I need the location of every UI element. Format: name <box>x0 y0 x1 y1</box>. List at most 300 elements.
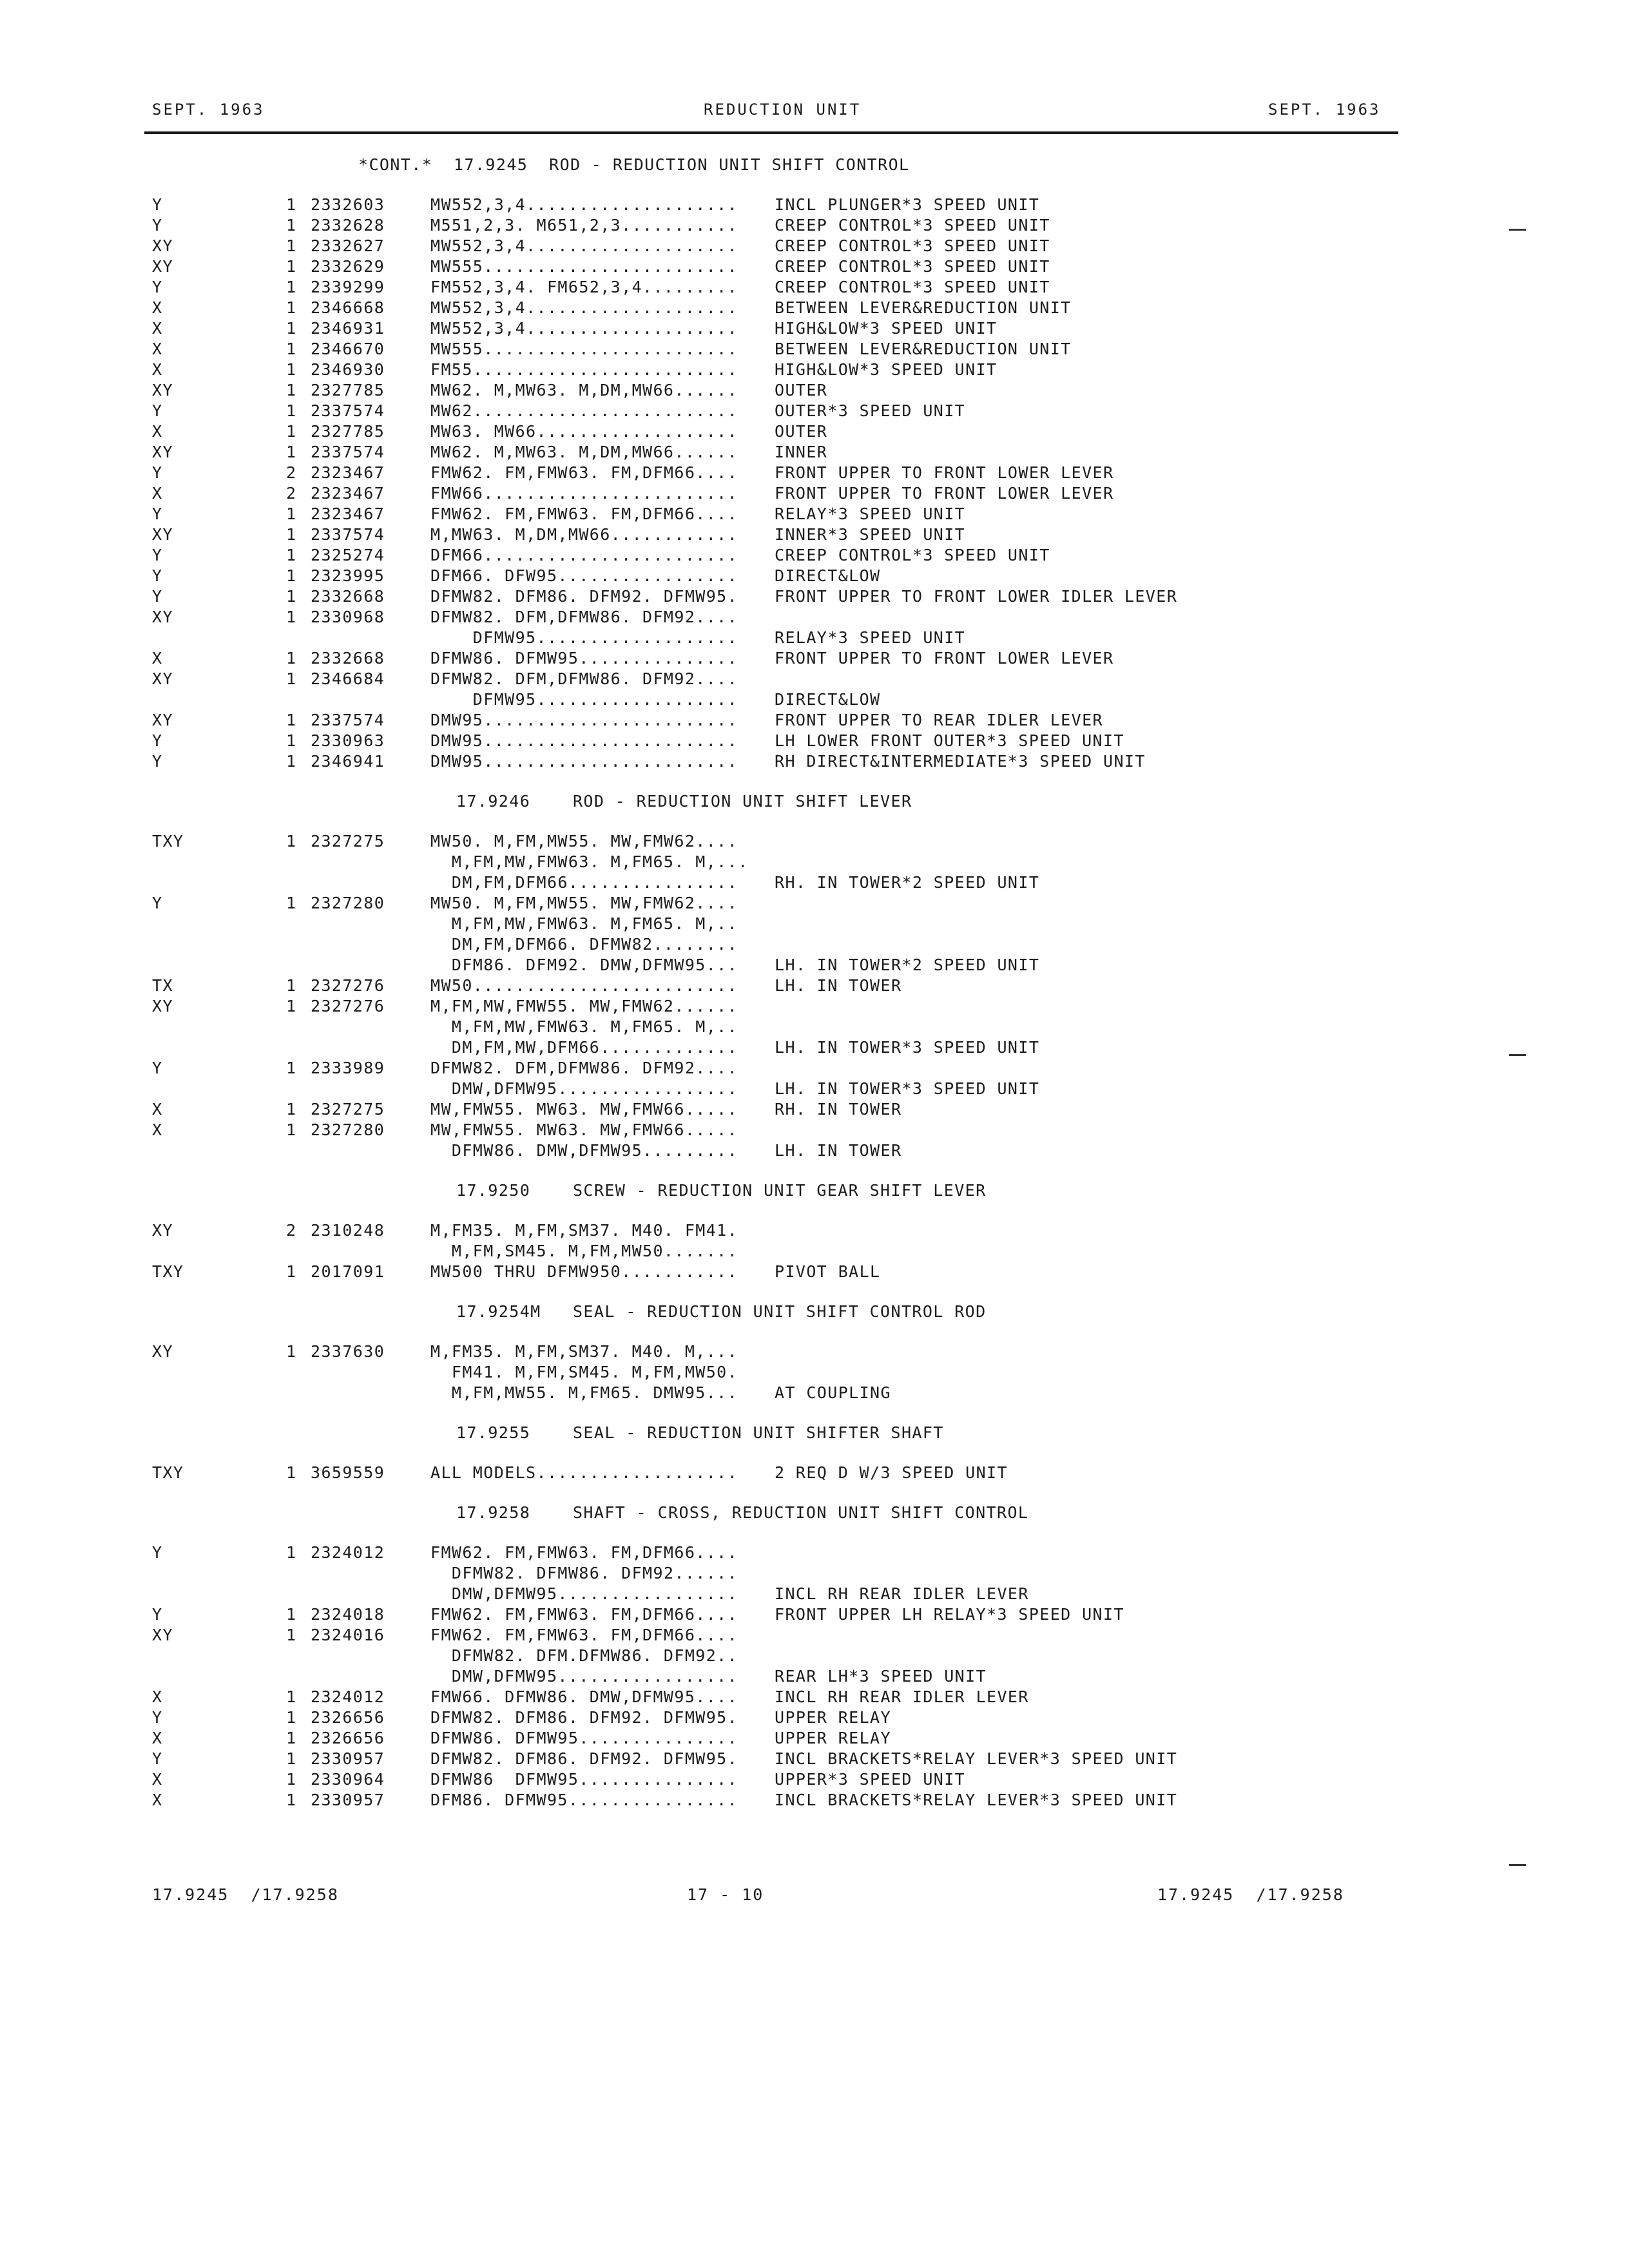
section-spacer <box>0 175 1629 195</box>
part-number: 2337574 <box>311 711 385 729</box>
model-code: Y <box>152 505 163 523</box>
part-description: DIRECT&LOW <box>775 566 881 585</box>
application-models: MW62. M,MW63. M,DM,MW66...... <box>430 381 738 399</box>
model-code: XY <box>152 443 173 461</box>
quantity: 1 <box>286 360 297 379</box>
part-number: 2327280 <box>311 894 385 912</box>
section-title: 17.9246 ROD - REDUCTION UNIT SHIFT LEVER <box>456 792 912 811</box>
quantity: 1 <box>286 1626 297 1644</box>
model-code: Y <box>152 1708 163 1727</box>
quantity: 1 <box>286 195 297 214</box>
part-description: RH. IN TOWER <box>775 1100 902 1119</box>
parts-row <box>0 1120 1629 1140</box>
part-description: BETWEEN LEVER&REDUCTION UNIT <box>775 340 1072 358</box>
part-description: RH DIRECT&INTERMEDIATE*3 SPEED UNIT <box>775 752 1146 771</box>
quantity: 1 <box>286 711 297 729</box>
part-description: LH. IN TOWER <box>775 1141 902 1160</box>
parts-row <box>0 1687 1629 1707</box>
part-number: 2017091 <box>311 1262 385 1281</box>
application-models: DFMW82. DFM86. DFM92. DFMW95. <box>430 587 738 606</box>
quantity: 1 <box>286 1770 297 1789</box>
parts-row <box>0 1463 1629 1483</box>
part-number: 2324012 <box>311 1687 385 1706</box>
part-number: 2327785 <box>311 422 385 441</box>
parts-row <box>0 1262 1629 1282</box>
parts-row <box>0 731 1629 751</box>
quantity: 1 <box>286 997 297 1015</box>
parts-row <box>0 1625 1629 1646</box>
model-code: Y <box>152 463 163 482</box>
part-number: 2346930 <box>311 360 385 379</box>
quantity: 2 <box>286 463 297 482</box>
application-models: DMW,DFMW95................. <box>430 1079 738 1098</box>
quantity: 1 <box>286 731 297 750</box>
application-models: MW,FMW55. MW63. MW,FMW66..... <box>430 1100 738 1119</box>
part-description: CREEP CONTROL*3 SPEED UNIT <box>775 236 1050 255</box>
application-models: DFMW86. DFMW95............... <box>430 649 738 668</box>
application-models: DFMW82. DFM86. DFM92. DFMW95. <box>430 1749 738 1768</box>
quantity: 1 <box>286 752 297 771</box>
part-number: 2337574 <box>311 443 385 461</box>
application-models: M,FM,MW,FMW55. MW,FMW62...... <box>430 997 738 1015</box>
quantity: 1 <box>286 278 297 296</box>
section-title-row <box>0 1302 1629 1322</box>
part-number: 2332627 <box>311 236 385 255</box>
part-number: 2327276 <box>311 976 385 995</box>
parts-row <box>0 586 1629 607</box>
part-number: 2326656 <box>311 1729 385 1747</box>
quantity: 1 <box>286 1729 297 1747</box>
part-number: 2327275 <box>311 1100 385 1119</box>
application-models: MW552,3,4.................... <box>430 195 738 214</box>
parts-row <box>0 1604 1629 1625</box>
section-spacer <box>0 1443 1629 1463</box>
application-models: DFMW86 DFMW95............... <box>430 1770 738 1789</box>
quantity: 1 <box>286 669 297 688</box>
part-description: LH. IN TOWER*3 SPEED UNIT <box>775 1079 1040 1098</box>
quantity: 2 <box>286 1221 297 1240</box>
parts-row <box>0 669 1629 689</box>
footer-range-left: 17.9245 /17.9258 <box>152 1885 339 1904</box>
application-models: MW50......................... <box>430 976 738 995</box>
model-code: X <box>152 1729 163 1747</box>
application-models: MW552,3,4.................... <box>430 298 738 317</box>
application-models: DFM86. DFMW95................ <box>430 1791 738 1809</box>
model-code: X <box>152 360 163 379</box>
application-models: ALL MODELS................... <box>430 1463 738 1482</box>
part-description: UPPER RELAY <box>775 1708 891 1727</box>
quantity: 1 <box>286 298 297 317</box>
quantity: 1 <box>286 1791 297 1809</box>
part-description: INCL BRACKETS*RELAY LEVER*3 SPEED UNIT <box>775 1791 1178 1809</box>
parts-row <box>0 380 1629 401</box>
model-code: XY <box>152 381 173 399</box>
parts-row <box>0 442 1629 463</box>
parts-row <box>0 483 1629 504</box>
part-description: INCL RH REAR IDLER LEVER <box>775 1584 1029 1603</box>
application-models: DFMW95................... <box>430 690 738 709</box>
application-models: M,FM35. M,FM,SM37. M40. M,... <box>430 1342 738 1361</box>
section-spacer <box>0 1161 1629 1180</box>
quantity: 1 <box>286 1100 297 1119</box>
part-number: 2332668 <box>311 587 385 606</box>
model-code: TXY <box>152 1463 184 1482</box>
parts-row <box>0 1383 1629 1403</box>
model-code: X <box>152 1100 163 1119</box>
section-title-row <box>0 1503 1629 1523</box>
model-code: XY <box>152 525 173 544</box>
model-code: Y <box>152 894 163 912</box>
parts-row <box>0 648 1629 669</box>
application-models: MW62. M,MW63. M,DM,MW66...... <box>430 443 738 461</box>
parts-row <box>0 195 1629 215</box>
application-models: M,FM,SM45. M,FM,MW50....... <box>430 1242 738 1260</box>
page-footer <box>0 1885 1629 1910</box>
section-title: 17.9255 SEAL - REDUCTION UNIT SHIFTER SHAFT <box>456 1423 944 1442</box>
application-models: DFMW82. DFM.DFMW86. DFM92.. <box>430 1646 738 1665</box>
parts-row <box>0 1241 1629 1262</box>
parts-row <box>0 1037 1629 1058</box>
section-title-row <box>0 1423 1629 1443</box>
application-models: M,FM,MW55. M,FM65. DMW95... <box>430 1383 738 1402</box>
parts-row <box>0 1749 1629 1769</box>
header-title: REDUCTION UNIT <box>704 101 862 119</box>
quantity: 1 <box>286 894 297 912</box>
application-models: FMW62. FM,FMW63. FM,DFM66.... <box>430 1605 738 1624</box>
quantity: 1 <box>286 566 297 585</box>
quantity: 1 <box>286 1687 297 1706</box>
parts-row <box>0 955 1629 975</box>
part-description: DIRECT&LOW <box>775 690 881 709</box>
parts-row <box>0 463 1629 483</box>
parts-row <box>0 975 1629 996</box>
application-models: MW552,3,4.................... <box>430 236 738 255</box>
part-description: CREEP CONTROL*3 SPEED UNIT <box>775 257 1050 276</box>
application-models: DM,FM,DFM66. DFMW82........ <box>430 935 738 954</box>
quantity: 1 <box>286 401 297 420</box>
application-models: MW555........................ <box>430 257 738 276</box>
parts-row <box>0 298 1629 318</box>
part-number: 2310248 <box>311 1221 385 1240</box>
application-models: DFMW82. DFMW86. DFM92...... <box>430 1564 738 1582</box>
quantity: 1 <box>286 381 297 399</box>
parts-row <box>0 1220 1629 1241</box>
section-spacer <box>0 1811 1629 1830</box>
model-code: TXY <box>152 832 184 850</box>
application-models: MW50. M,FM,MW55. MW,FMW62.... <box>430 894 738 912</box>
section-title: 17.9254M SEAL - REDUCTION UNIT SHIFT CONTROL ROD <box>456 1302 987 1321</box>
parts-row <box>0 607 1629 628</box>
model-code: X <box>152 340 163 358</box>
part-description: LH. IN TOWER <box>775 976 902 995</box>
page-header <box>0 0 1629 137</box>
part-number: 2333989 <box>311 1059 385 1077</box>
part-number: 2337630 <box>311 1342 385 1361</box>
model-code: X <box>152 1770 163 1789</box>
part-description: LH. IN TOWER*2 SPEED UNIT <box>775 956 1040 974</box>
part-description: LH LOWER FRONT OUTER*3 SPEED UNIT <box>775 731 1124 750</box>
parts-row <box>0 421 1629 442</box>
part-description: PIVOT BALL <box>775 1262 881 1281</box>
application-models: DFMW82. DFM,DFMW86. DFM92.... <box>430 1059 738 1077</box>
model-code: Y <box>152 1605 163 1624</box>
quantity: 1 <box>286 608 297 626</box>
section-title: 17.9258 SHAFT - CROSS, REDUCTION UNIT SHIFT CONTROL <box>456 1503 1029 1522</box>
part-number: 2327276 <box>311 997 385 1015</box>
part-number: 2330968 <box>311 608 385 626</box>
part-number: 2346668 <box>311 298 385 317</box>
part-number: 2323995 <box>311 566 385 585</box>
quantity: 1 <box>286 587 297 606</box>
application-models: M,FM35. M,FM,SM37. M40. FM41. <box>430 1221 738 1240</box>
part-description: FRONT UPPER TO FRONT LOWER LEVER <box>775 484 1114 503</box>
application-models: MW62......................... <box>430 401 738 420</box>
quantity: 1 <box>286 319 297 338</box>
application-models: MW552,3,4.................... <box>430 319 738 338</box>
part-description: OUTER*3 SPEED UNIT <box>775 401 966 420</box>
parts-row <box>0 1707 1629 1728</box>
parts-row <box>0 524 1629 545</box>
part-description: OUTER <box>775 381 828 399</box>
model-code: Y <box>152 1059 163 1077</box>
model-code: Y <box>152 566 163 585</box>
parts-row <box>0 256 1629 277</box>
parts-row <box>0 318 1629 339</box>
parts-row <box>0 1058 1629 1079</box>
parts-listing <box>0 155 1629 1830</box>
part-description: UPPER RELAY <box>775 1729 891 1747</box>
quantity: 1 <box>286 443 297 461</box>
part-description: RH. IN TOWER*2 SPEED UNIT <box>775 873 1040 892</box>
application-models: FMW62. FM,FMW63. FM,DFM66.... <box>430 463 738 482</box>
part-number: 2327275 <box>311 832 385 850</box>
section-spacer <box>0 1523 1629 1542</box>
application-models: DFM66. DFW95................. <box>430 566 738 585</box>
quantity: 1 <box>286 1120 297 1139</box>
parts-row <box>0 401 1629 421</box>
quantity: 1 <box>286 1708 297 1727</box>
model-code: XY <box>152 257 173 276</box>
parts-row <box>0 1790 1629 1811</box>
part-number: 2330957 <box>311 1791 385 1809</box>
margin-tick <box>1509 1864 1526 1866</box>
parts-row <box>0 1584 1629 1604</box>
part-description: FRONT UPPER TO FRONT LOWER IDLER LEVER <box>775 587 1178 606</box>
part-description: CREEP CONTROL*3 SPEED UNIT <box>775 278 1050 296</box>
application-models: MW,FMW55. MW63. MW,FMW66..... <box>430 1120 738 1139</box>
parts-row <box>0 872 1629 893</box>
part-number: 2324018 <box>311 1605 385 1624</box>
parts-row <box>0 566 1629 586</box>
model-code: X <box>152 1791 163 1809</box>
part-number: 2324012 <box>311 1543 385 1562</box>
section-title: 17.9250 SCREW - REDUCTION UNIT GEAR SHIFT LEVER <box>456 1181 987 1200</box>
application-models: DMW95........................ <box>430 752 738 771</box>
parts-row <box>0 1646 1629 1666</box>
quantity: 1 <box>286 505 297 523</box>
model-code: XY <box>152 1221 173 1240</box>
part-number: 2332628 <box>311 216 385 235</box>
parts-row <box>0 1362 1629 1383</box>
application-models: DM,FM,DFM66................ <box>430 873 738 892</box>
quantity: 1 <box>286 546 297 564</box>
parts-row <box>0 934 1629 955</box>
parts-row <box>0 689 1629 710</box>
part-description: FRONT UPPER TO FRONT LOWER LEVER <box>775 649 1114 668</box>
part-number: 2330964 <box>311 1770 385 1789</box>
application-models: MW50. M,FM,MW55. MW,FMW62.... <box>430 832 738 850</box>
part-description: OUTER <box>775 422 828 441</box>
part-description: LH. IN TOWER*3 SPEED UNIT <box>775 1038 1040 1057</box>
part-number: 2346684 <box>311 669 385 688</box>
parts-row <box>0 1666 1629 1687</box>
model-code: XY <box>152 608 173 626</box>
parts-row <box>0 277 1629 298</box>
application-models: DMW95........................ <box>430 711 738 729</box>
quantity: 1 <box>286 1059 297 1077</box>
part-description: INCL PLUNGER*3 SPEED UNIT <box>775 195 1040 214</box>
model-code: X <box>152 1687 163 1706</box>
application-models: DFMW95................... <box>430 628 738 647</box>
header-rule <box>144 131 1398 134</box>
part-description: CREEP CONTROL*3 SPEED UNIT <box>775 216 1050 235</box>
header-date-right: SEPT. 1963 <box>1268 101 1381 119</box>
section-title: *CONT.* 17.9245 ROD - REDUCTION UNIT SHIFT CONTROL <box>358 155 910 174</box>
quantity: 1 <box>286 340 297 358</box>
part-number: 2324016 <box>311 1626 385 1644</box>
parts-row <box>0 1341 1629 1362</box>
part-description: BETWEEN LEVER&REDUCTION UNIT <box>775 298 1072 317</box>
margin-tick <box>1509 1054 1526 1056</box>
parts-row <box>0 236 1629 256</box>
section-spacer <box>0 812 1629 831</box>
application-models: MW63. MW66................... <box>430 422 738 441</box>
part-number: 2332668 <box>311 649 385 668</box>
application-models: DMW95........................ <box>430 731 738 750</box>
parts-row <box>0 1563 1629 1584</box>
model-code: X <box>152 298 163 317</box>
quantity: 1 <box>286 1463 297 1482</box>
application-models: DMW,DFMW95................. <box>430 1584 738 1603</box>
application-models: FMW62. FM,FMW63. FM,DFM66.... <box>430 1626 738 1644</box>
application-models: M,MW63. M,DM,MW66............ <box>430 525 738 544</box>
model-code: Y <box>152 1543 163 1562</box>
application-models: FMW62. FM,FMW63. FM,DFM66.... <box>430 1543 738 1562</box>
quantity: 1 <box>286 1342 297 1361</box>
part-description: FRONT UPPER TO REAR IDLER LEVER <box>775 711 1103 729</box>
quantity: 1 <box>286 649 297 668</box>
part-number: 2337574 <box>311 401 385 420</box>
part-description: INNER*3 SPEED UNIT <box>775 525 966 544</box>
parts-row <box>0 831 1629 852</box>
part-description: AT COUPLING <box>775 1383 891 1402</box>
part-number: 2346931 <box>311 319 385 338</box>
application-models: DFMW82. DFM,DFMW86. DFM92.... <box>430 669 738 688</box>
quantity: 1 <box>286 216 297 235</box>
application-models: FM55......................... <box>430 360 738 379</box>
application-models: FMW66........................ <box>430 484 738 503</box>
application-models: FM552,3,4. FM652,3,4......... <box>430 278 738 296</box>
application-models: DFMW82. DFM,DFMW86. DFM92.... <box>430 608 738 626</box>
part-number: 2325274 <box>311 546 385 564</box>
application-models: FM41. M,FM,SM45. M,FM,MW50. <box>430 1363 738 1381</box>
parts-row <box>0 893 1629 914</box>
quantity: 1 <box>286 1749 297 1768</box>
application-models: DFM86. DFM92. DMW,DFMW95... <box>430 956 738 974</box>
model-code: TXY <box>152 1262 184 1281</box>
parts-row <box>0 339 1629 360</box>
section-spacer <box>0 1201 1629 1220</box>
header-date-left: SEPT. 1963 <box>152 101 265 119</box>
quantity: 1 <box>286 257 297 276</box>
parts-row <box>0 751 1629 772</box>
model-code: X <box>152 319 163 338</box>
application-models: DFM66........................ <box>430 546 738 564</box>
part-number: 2323467 <box>311 484 385 503</box>
parts-row <box>0 1728 1629 1749</box>
part-description: INCL RH REAR IDLER LEVER <box>775 1687 1029 1706</box>
application-models: MW500 THRU DFMW950........... <box>430 1262 738 1281</box>
quantity: 2 <box>286 484 297 503</box>
application-models: DFMW82. DFM86. DFM92. DFMW95. <box>430 1708 738 1727</box>
application-models: FMW66. DFMW86. DMW,DFMW95.... <box>430 1687 738 1706</box>
application-models: FMW62. FM,FMW63. FM,DFM66.... <box>430 505 738 523</box>
section-spacer <box>0 772 1629 791</box>
part-number: 2323467 <box>311 463 385 482</box>
model-code: Y <box>152 401 163 420</box>
model-code: X <box>152 649 163 668</box>
application-models: DFMW86. DMW,DFMW95......... <box>430 1141 738 1160</box>
parts-row <box>0 1099 1629 1120</box>
quantity: 1 <box>286 976 297 995</box>
part-description: REAR LH*3 SPEED UNIT <box>775 1667 987 1686</box>
model-code: Y <box>152 278 163 296</box>
parts-row <box>0 1079 1629 1099</box>
parts-row <box>0 996 1629 1017</box>
model-code: X <box>152 484 163 503</box>
margin-tick <box>1509 229 1526 231</box>
model-code: Y <box>152 1749 163 1768</box>
parts-row <box>0 1542 1629 1563</box>
model-code: XY <box>152 669 173 688</box>
part-description: RELAY*3 SPEED UNIT <box>775 628 966 647</box>
part-number: 3659559 <box>311 1463 385 1482</box>
quantity: 1 <box>286 1262 297 1281</box>
quantity: 1 <box>286 525 297 544</box>
parts-row <box>0 1140 1629 1161</box>
part-description: UPPER*3 SPEED UNIT <box>775 1770 966 1789</box>
part-number: 2346941 <box>311 752 385 771</box>
section-spacer <box>0 1322 1629 1341</box>
parts-row <box>0 215 1629 236</box>
model-code: Y <box>152 216 163 235</box>
model-code: XY <box>152 711 173 729</box>
section-spacer <box>0 1483 1629 1503</box>
parts-row <box>0 852 1629 872</box>
part-description: FRONT UPPER LH RELAY*3 SPEED UNIT <box>775 1605 1124 1624</box>
quantity: 1 <box>286 422 297 441</box>
section-title-row <box>0 155 1629 175</box>
quantity: 1 <box>286 1543 297 1562</box>
part-number: 2332603 <box>311 195 385 214</box>
parts-row <box>0 914 1629 934</box>
application-models: M,FM,MW,FMW63. M,FM65. M,.. <box>430 1017 738 1036</box>
parts-row <box>0 628 1629 648</box>
page-number: 17 - 10 <box>687 1885 764 1904</box>
model-code: Y <box>152 195 163 214</box>
model-code: TX <box>152 976 173 995</box>
part-number: 2337574 <box>311 525 385 544</box>
